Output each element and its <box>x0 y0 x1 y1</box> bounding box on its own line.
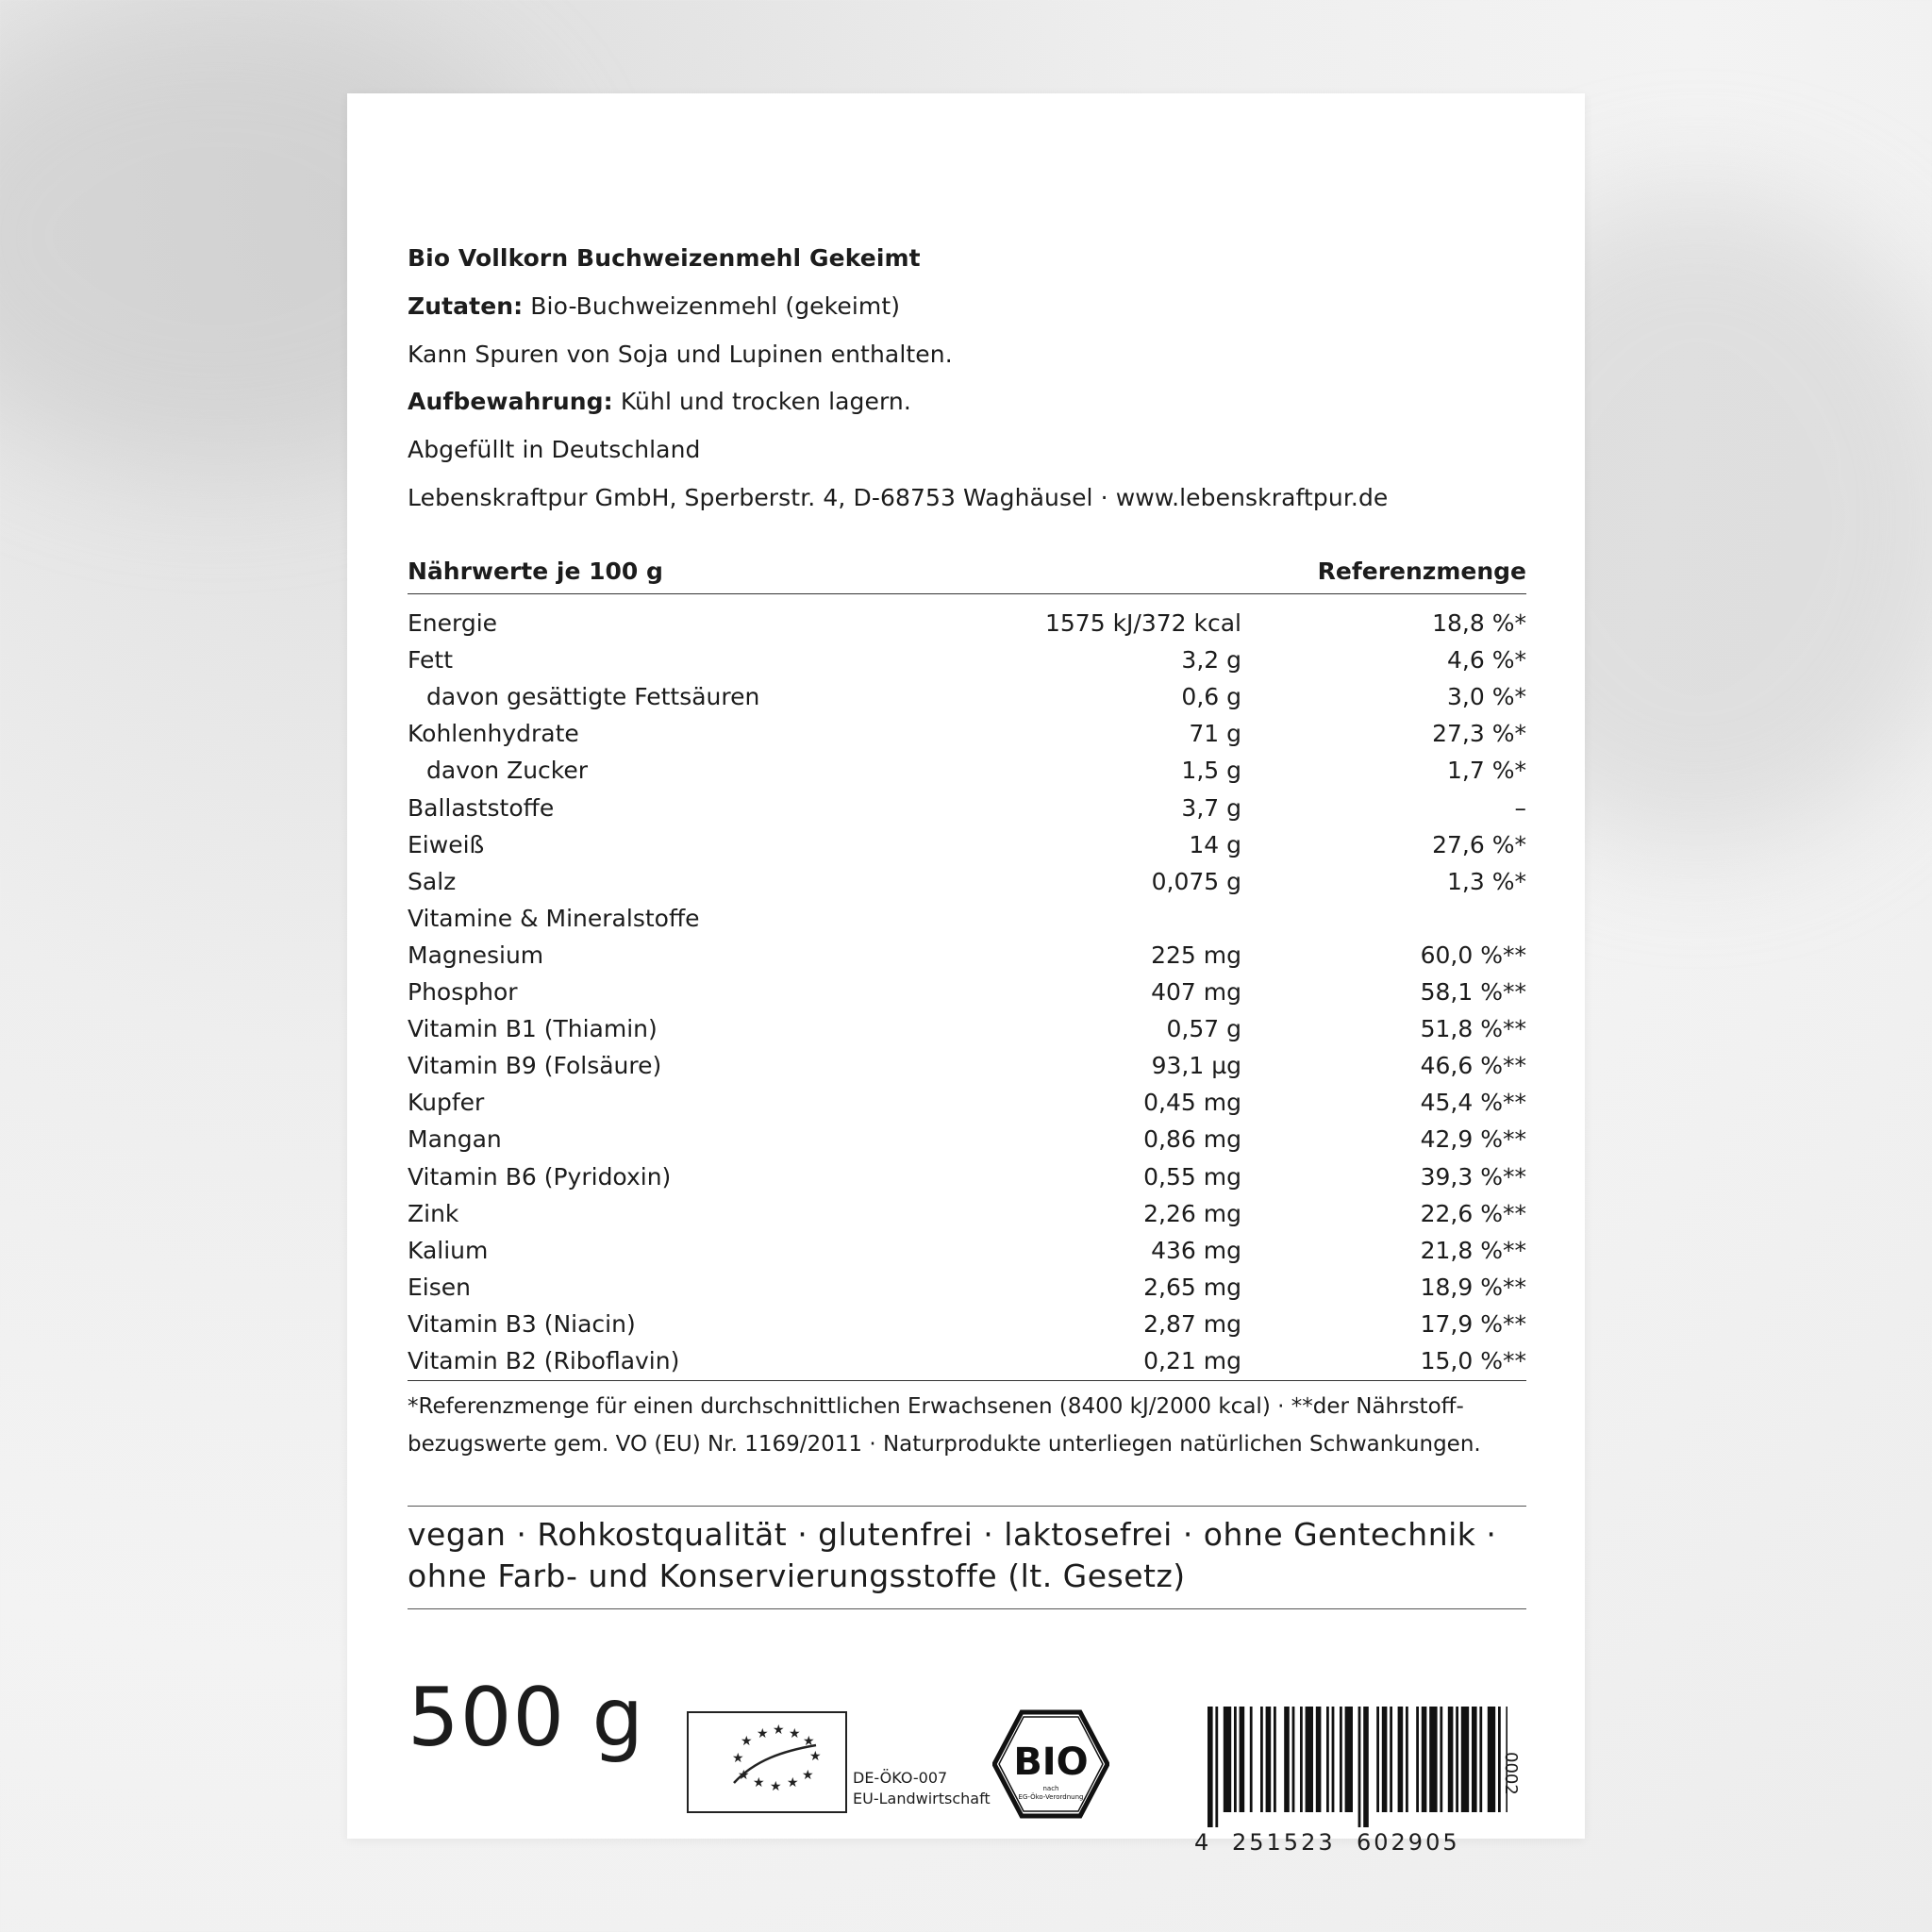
nutrition-row <box>408 1010 1526 1047</box>
nutrition-row <box>408 752 1526 789</box>
nutrient-reference: – <box>1514 793 1526 822</box>
nutrient-name: Mangan <box>408 1125 502 1154</box>
barcode-left-digits: 251523 <box>1232 1829 1336 1856</box>
nutrient-name: Eisen <box>408 1273 471 1301</box>
barcode-bar <box>1240 1707 1245 1812</box>
nutrient-reference: 27,3 %* <box>1432 720 1526 748</box>
nutrient-value: 1575 kJ/372 kcal <box>1045 609 1241 637</box>
nutrition-row <box>408 1084 1526 1121</box>
nutrition-row <box>408 1269 1526 1306</box>
nutrient-value: 2,87 mg <box>1143 1309 1241 1338</box>
svg-text:★: ★ <box>753 1775 765 1790</box>
nutrient-value: 71 g <box>1189 720 1241 748</box>
svg-text:★: ★ <box>803 1734 815 1749</box>
svg-text:★: ★ <box>809 1749 822 1764</box>
nutrient-value: 0,21 mg <box>1143 1347 1241 1374</box>
nutrient-reference: 1,3 %* <box>1447 867 1526 895</box>
nutrient-name: Fett <box>408 646 453 675</box>
ingredients-line <box>408 292 900 321</box>
barcode-bar <box>1274 1707 1276 1812</box>
nutrient-value: 0,55 mg <box>1143 1162 1241 1191</box>
nutrition-row <box>408 1047 1526 1084</box>
nutrition-row <box>408 641 1526 678</box>
nutrient-value: 2,26 mg <box>1143 1199 1241 1227</box>
barcode-bar <box>1479 1707 1482 1812</box>
nutrient-name: davon Zucker <box>426 757 589 785</box>
barcode-bar <box>1448 1707 1454 1812</box>
nutrient-value: 407 mg <box>1151 978 1241 1006</box>
nutrient-reference: 1,7 %* <box>1447 757 1526 785</box>
svg-text:★: ★ <box>802 1768 814 1783</box>
barcode-bar <box>1332 1707 1335 1812</box>
claims-line-2: ohne Farb- und Konservierungsstoffe (lt. Gesetz) <box>408 1557 1186 1594</box>
nutrient-reference: 3,0 %* <box>1447 683 1526 711</box>
footnote-line-1: *Referenzmenge für einen durchschnittlichen Erwachsenen (8400 kJ/2000 kcal) · **der Nährstoff- <box>408 1394 1464 1419</box>
eu-organic-leaf-icon <box>687 1711 847 1813</box>
nutrient-reference: 42,9 %** <box>1420 1125 1526 1154</box>
barcode-bar <box>1440 1707 1442 1812</box>
nutrition-table-header <box>408 558 1526 594</box>
nutrition-row <box>408 1121 1526 1158</box>
barcode-bar <box>1316 1707 1322 1812</box>
nutrition-row <box>408 1342 1526 1379</box>
barcode-bar <box>1382 1707 1388 1812</box>
svg-text:★: ★ <box>738 1768 750 1783</box>
bio-logo-sub-2: EG-Öko-Verordnung <box>1018 1793 1084 1801</box>
nutrient-value: 0,075 g <box>1151 867 1241 895</box>
nutrient-name: Kohlenhydrate <box>408 720 579 748</box>
nutrient-value: 0,57 g <box>1166 1015 1241 1043</box>
barcode-bar <box>1376 1707 1379 1812</box>
nutrient-reference: 21,8 %** <box>1420 1236 1526 1264</box>
nutrient-name: Salz <box>408 867 457 895</box>
nutrient-reference: 18,8 %* <box>1432 609 1526 637</box>
barcode-right-digits: 602905 <box>1357 1829 1460 1856</box>
nutrient-name: Zink <box>408 1199 459 1227</box>
barcode-bar <box>1416 1707 1419 1812</box>
nutrition-header-right: Referenzmenge <box>1317 558 1526 585</box>
nutrient-reference: 45,4 %** <box>1420 1089 1526 1117</box>
nutrient-reference: 51,8 %** <box>1420 1015 1526 1043</box>
nutrient-value: 0,45 mg <box>1143 1089 1241 1117</box>
svg-text:★: ★ <box>770 1779 782 1794</box>
product-title: Bio Vollkorn Buchweizenmehl Gekeimt <box>408 244 921 272</box>
nutrient-reference: 15,0 %** <box>1420 1347 1526 1374</box>
eu-control-code <box>853 1768 991 1809</box>
ingredients-label: Zutaten: <box>408 292 524 320</box>
nutrient-reference: 46,6 %** <box>1420 1052 1526 1080</box>
svg-text:★: ★ <box>741 1734 753 1749</box>
barcode-bar <box>1215 1707 1218 1827</box>
nutrition-row <box>408 974 1526 1010</box>
barcode-bar <box>1208 1707 1213 1827</box>
product-claims <box>408 1514 1540 1597</box>
nutrition-row <box>408 900 1526 937</box>
barcode-bar <box>1260 1707 1263 1812</box>
nutrient-reference: 60,0 %** <box>1420 941 1526 969</box>
nutrient-reference: 4,6 %* <box>1447 646 1526 675</box>
traces-line: Kann Spuren von Soja und Lupinen enthalten. <box>408 341 953 368</box>
barcode-bar <box>1224 1707 1231 1812</box>
nutrient-name: Vitamin B3 (Niacin) <box>408 1309 636 1338</box>
nutrient-name: Magnesium <box>408 941 544 969</box>
barcode-bar <box>1284 1707 1290 1812</box>
nutrition-row <box>408 1232 1526 1269</box>
barcode-bar <box>1326 1707 1329 1812</box>
bio-hexagon-seal-icon <box>992 1708 1109 1820</box>
barcode-addon-digits: 0002 <box>1501 1752 1521 1795</box>
ingredients-value: Bio-Buchweizenmehl (gekeimt) <box>530 292 901 320</box>
nutrient-name: davon gesättigte Fettsäuren <box>426 683 760 711</box>
svg-text:★: ★ <box>789 1726 801 1741</box>
barcode-bar <box>1398 1707 1404 1812</box>
barcode-bar <box>1234 1707 1237 1812</box>
barcode-bar <box>1300 1707 1303 1812</box>
svg-text:★: ★ <box>732 1751 744 1766</box>
nutrient-value: 0,6 g <box>1181 683 1241 711</box>
origin-line: Abgefüllt in Deutschland <box>408 436 701 463</box>
nutrient-value: 225 mg <box>1151 941 1241 969</box>
barcode-bar <box>1472 1707 1477 1812</box>
nutrient-value: 14 g <box>1189 830 1241 858</box>
nutrient-name: Eiweiß <box>408 830 485 858</box>
nutrition-row <box>408 863 1526 900</box>
nutrition-header-left: Nährwerte je 100 g <box>408 558 663 585</box>
nutrient-name: Ballaststoffe <box>408 793 555 822</box>
barcode-bar <box>1456 1707 1458 1812</box>
nutrition-row <box>408 1306 1526 1342</box>
nutrient-value: 93,1 µg <box>1151 1052 1241 1080</box>
storage-value: Kühl und trocken lagern. <box>620 388 911 415</box>
nutrient-reference: 58,1 %** <box>1420 978 1526 1006</box>
claims-bottom-rule <box>408 1608 1526 1609</box>
nutrient-value: 0,86 mg <box>1143 1125 1241 1154</box>
nutrient-reference: 22,6 %** <box>1420 1199 1526 1227</box>
nutrient-name: Vitamin B6 (Pyridoxin) <box>408 1162 672 1191</box>
nutrition-row <box>408 605 1526 641</box>
nutrient-name: Vitamine & Mineralstoffe <box>408 904 700 932</box>
bio-logo-text: BIO <box>1013 1740 1089 1784</box>
nutrition-row <box>408 715 1526 752</box>
claims-line-1: vegan · Rohkostqualität · glutenfrei · laktosefrei · ohne Gentechnik · <box>408 1516 1497 1553</box>
nutrient-name: Vitamin B9 (Folsäure) <box>408 1052 662 1080</box>
company-line: Lebenskraftpur GmbH, Sperberstr. 4, D-68753 Waghäusel · www.lebenskraftpur.de <box>408 484 1389 511</box>
barcode-bar <box>1390 1707 1392 1812</box>
barcode-bar <box>1345 1707 1353 1812</box>
net-weight: 500 g <box>408 1671 645 1765</box>
barcode-bar <box>1358 1707 1361 1827</box>
nutrient-name: Phosphor <box>408 978 518 1006</box>
barcode-bar <box>1340 1707 1342 1812</box>
nutrient-reference: 27,6 %* <box>1432 830 1526 858</box>
nutrition-row <box>408 1158 1526 1195</box>
barcode-bar <box>1266 1707 1272 1812</box>
nutrient-name: Kupfer <box>408 1089 485 1117</box>
svg-text:★: ★ <box>757 1726 769 1741</box>
barcode-bar <box>1488 1707 1495 1812</box>
storage-line <box>408 388 911 416</box>
nutrient-value: 436 mg <box>1151 1236 1241 1264</box>
nutrient-reference: 18,9 %** <box>1420 1273 1526 1301</box>
barcode-bar <box>1250 1707 1253 1812</box>
footnote-line-2: bezugswerte gem. VO (EU) Nr. 1169/2011 · Naturprodukte unterliegen natürlichen Schwankungen. <box>408 1432 1481 1457</box>
nutrition-row <box>408 790 1526 826</box>
nutrient-name: Vitamin B1 (Thiamin) <box>408 1015 658 1043</box>
nutrient-reference: 17,9 %** <box>1420 1309 1526 1338</box>
svg-text:★: ★ <box>787 1775 799 1790</box>
nutrition-row <box>408 826 1526 863</box>
nutrition-row <box>408 937 1526 974</box>
product-label <box>347 93 1585 1856</box>
barcode-icon <box>1196 1707 1507 1839</box>
svg-text:★: ★ <box>773 1723 785 1738</box>
nutrient-name: Energie <box>408 609 498 637</box>
nutrition-row <box>408 1195 1526 1232</box>
eu-code-line-1: DE-ÖKO-007 <box>853 1769 948 1787</box>
nutrition-row <box>408 678 1526 715</box>
barcode-bar <box>1292 1707 1295 1812</box>
barcode-bar <box>1429 1707 1437 1812</box>
nutrient-reference: 39,3 %** <box>1420 1162 1526 1191</box>
nutrient-value: 1,5 g <box>1181 757 1241 785</box>
barcode-bar <box>1406 1707 1408 1812</box>
nutrition-footnote <box>408 1388 1526 1463</box>
nutrient-value: 3,7 g <box>1181 793 1241 822</box>
nutrition-table-bottom-rule <box>408 1380 1526 1381</box>
barcode-bar <box>1461 1707 1469 1812</box>
eu-code-line-2: EU-Landwirtschaft <box>853 1790 991 1807</box>
nutrient-name: Vitamin B2 (Riboflavin) <box>408 1347 680 1374</box>
barcode-bar <box>1363 1707 1369 1827</box>
barcode-bar <box>1422 1707 1427 1812</box>
nutrient-value: 3,2 g <box>1181 646 1241 675</box>
storage-label: Aufbewahrung: <box>408 388 613 415</box>
barcode-first-digit: 4 <box>1194 1829 1209 1856</box>
bio-logo-sub-1: nach <box>1042 1785 1059 1792</box>
claims-top-rule <box>408 1506 1526 1507</box>
nutrient-value: 2,65 mg <box>1143 1273 1241 1301</box>
nutrient-name: Kalium <box>408 1236 489 1264</box>
barcode-bar <box>1306 1707 1313 1812</box>
